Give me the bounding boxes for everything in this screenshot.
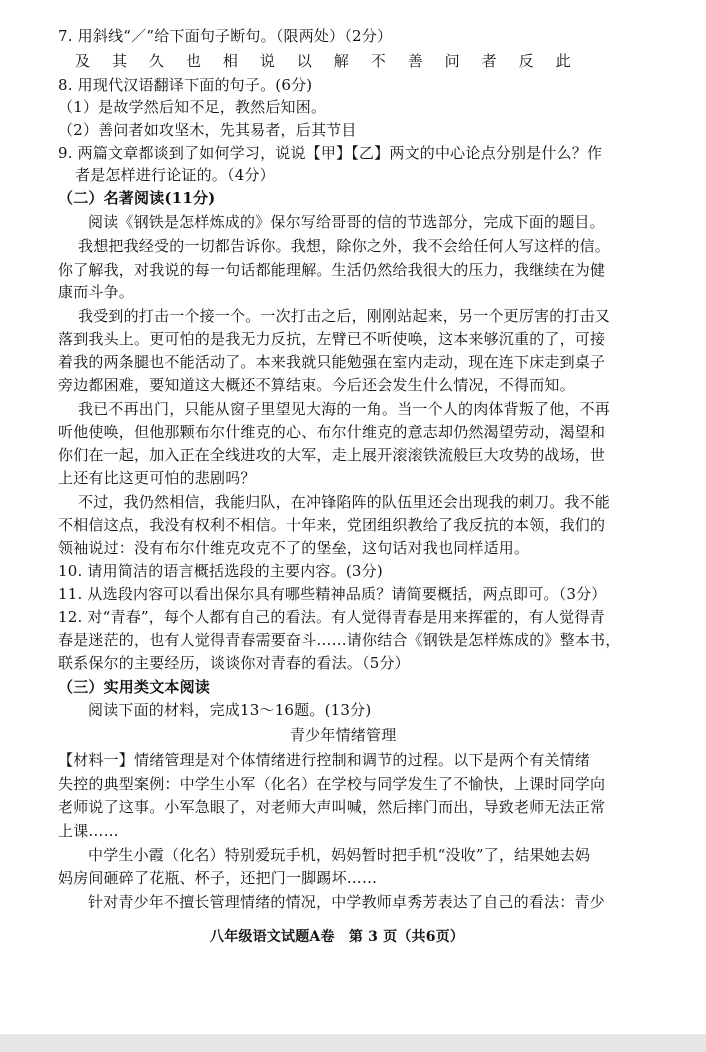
material-paragraph: 【材料一】情绪管理是对个体情绪进行控制和调节的过程。以下是两个有关情绪 [58,751,591,769]
section-heading-practical: （三）实用类文本阅读 [58,678,211,696]
question-8-item-1: （1）是故学然后知不足，教然后知困。 [58,98,327,116]
letter-paragraph: 我受到的打击一个接一个。一次打击之后，刚刚站起来，另一个更厉害的打击又 [78,307,611,325]
letter-paragraph: 你们在一起，加入正在全线进攻的大军，走上展开滚滚铁流般巨大攻势的战场，世 [58,446,606,464]
letter-paragraph: 不过，我仍然相信，我能归队，在冲锋陷阵的队伍里还会出现我的刺刀。我不能 [78,493,611,511]
letter-paragraph: 领袖说过：没有布尔什维克攻克不了的堡垒，这句话对我也同样适用。 [58,539,530,557]
material-paragraph: 老师说了这事。小军急眼了，对老师大声叫喊，然后摔门而出，导致老师无法正常 [58,798,606,816]
letter-paragraph: 我想把我经受的一切都告诉你。我想，除你之外，我不会给任何人写这样的信。 [78,237,611,255]
material-paragraph: 上课…… [58,822,119,840]
sentence-to-punctuate: 及 其 久 也 相 说 以 解 不 善 问 者 反 此 [75,52,580,70]
question-7: 7. 用斜线“／”给下面句子断句。（限两处）（2分） [58,27,393,45]
question-11: 11. 从选段内容可以看出保尔具有哪些精神品质？请简要概括，两点即可。（3分） [58,585,607,603]
question-9: 9. 两篇文章都谈到了如何学习，说说【甲】【乙】两文的中心论点分别是什么？作 [58,144,603,162]
question-8: 8. 用现代汉语翻译下面的句子。(6分) [58,76,313,94]
question-12-continued: 联系保尔的主要经历，谈谈你对青春的看法。（5分） [58,654,410,672]
reading-instruction: 阅读《钢铁是怎样炼成的》保尔写给哥哥的信的节选部分，完成下面的题目。 [88,213,605,231]
letter-paragraph: 旁边都困难，要知道这大概还不算结束。今后还会发生什么情况，不得而知。 [58,376,575,394]
letter-paragraph: 落到我头上。更可怕的是我无力反抗，左臂已不听使唤，这本来够沉重的了，可接 [58,330,606,348]
page-footer: 八年级语文试题A卷 第 3 页（共6页） [210,929,465,945]
reading-instruction: 阅读下面的材料，完成13～16题。(13分) [88,701,372,719]
letter-paragraph: 着我的两条腿也不能活动了。本来我就只能勉强在室内走动，现在连下床走到桌子 [58,353,606,371]
question-12: 12. 对“青春”，每个人都有自己的看法。有人觉得青春是用来挥霍的，有人觉得青 [58,608,605,626]
letter-paragraph: 不相信这点，我没有权利不相信。十年来，党团组织教给了我反抗的本领，我们的 [58,516,606,534]
material-paragraph: 中学生小霞（化名）特别爱玩手机，妈妈暂时把手机“没收”了，结果她去妈 [88,846,591,864]
letter-paragraph: 康而斗争。 [58,283,135,301]
question-10: 10. 请用简洁的语言概括选段的主要内容。(3分) [58,562,383,580]
question-12-continued: 春是迷茫的，也有人觉得青春需要奋斗……请你结合《钢铁是怎样炼成的》整本书， [58,631,621,649]
material-paragraph: 失控的典型案例：中学生小军（化名）在学校与同学发生了不愉快，上课时同学向 [58,775,606,793]
material-paragraph: 妈房间砸碎了花瓶、杯子，还把门一脚踢坏…… [58,869,378,887]
letter-paragraph: 我已不再出门，只能从窗子里望见大海的一角。当一个人的肉体背叛了他，不再 [78,400,611,418]
article-title: 青少年情绪管理 [290,726,397,744]
letter-paragraph: 听他使唤，但他那颗布尔什维克的心、布尔什维克的意志却仍然渴望劳动，渴望和 [58,423,606,441]
letter-paragraph: 上还有比这更可怕的悲剧吗？ [58,469,256,487]
section-heading-classics: （二）名著阅读(11分) [58,189,216,207]
letter-paragraph: 你了解我，对我说的每一句话都能理解。生活仍然给我很大的压力，我继续在为健 [58,261,606,279]
question-9-continued: 者是怎样进行论证的。（4分） [75,166,275,184]
material-paragraph: 针对青少年不擅长管理情绪的情况，中学教师卓秀芳表达了自己的看法：青少 [88,893,605,911]
scan-bottom-band [0,1034,706,1052]
question-8-item-2: （2）善问者如攻坚木，先其易者，后其节目 [58,121,357,139]
